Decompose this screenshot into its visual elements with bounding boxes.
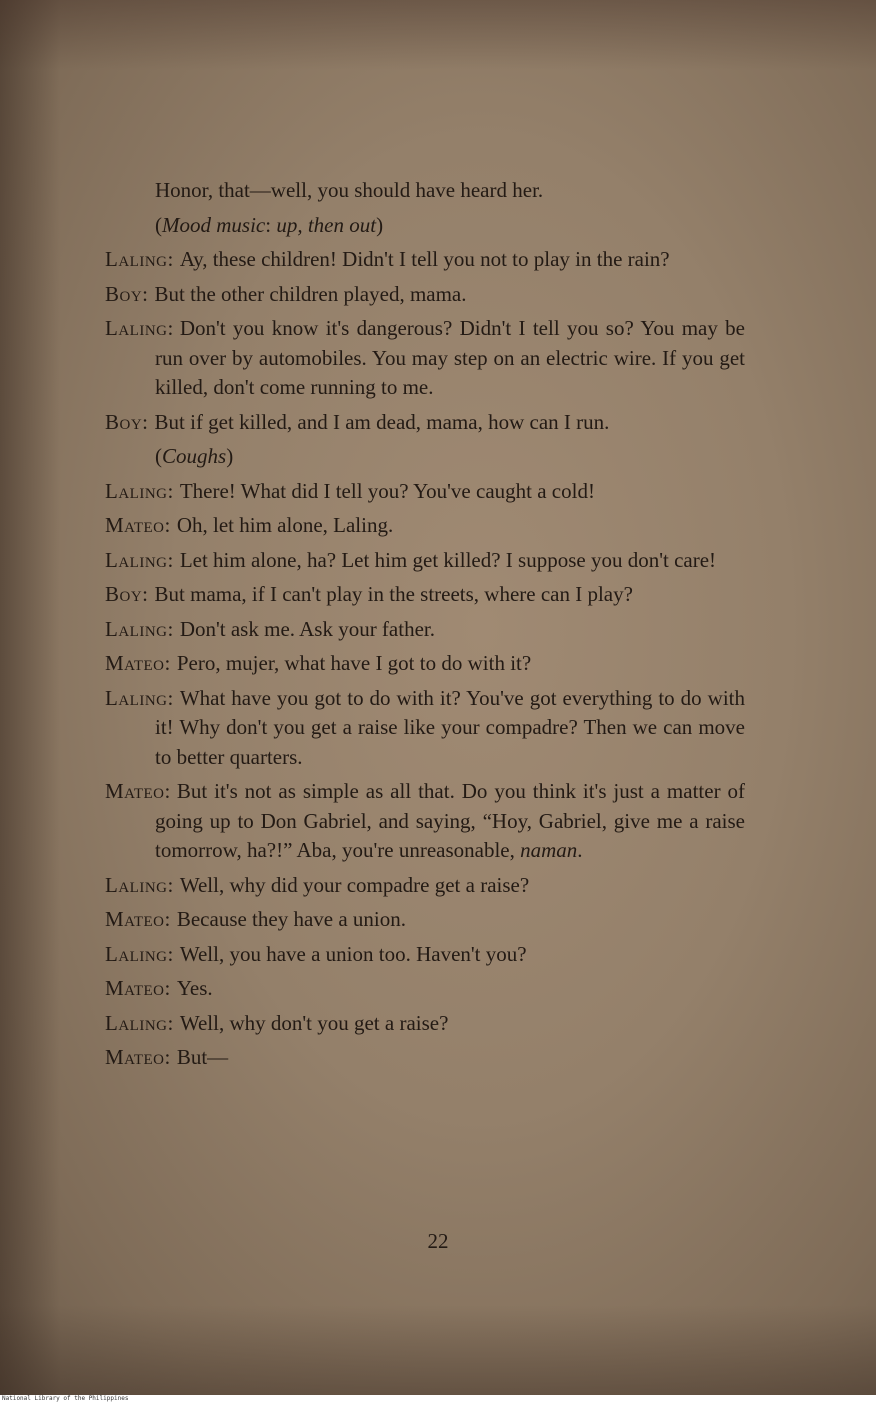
speaker-name: Laling: xyxy=(105,941,174,966)
speaker-name: Mateo: xyxy=(105,513,171,537)
dialogue-line xyxy=(105,1043,745,1073)
speaker-name: Mateo: xyxy=(105,651,171,675)
stage-direction-part: up, then out xyxy=(276,212,377,237)
dialogue-text: Well, you have a union too. Haven't you? xyxy=(179,941,527,966)
dialogue-line xyxy=(105,940,745,970)
speaker-name: Laling: xyxy=(105,1010,174,1035)
dialogue-text: Yes. xyxy=(176,976,213,1000)
dialogue-text: Well, why did your compadre get a raise? xyxy=(179,872,530,897)
speaker-name: Laling: xyxy=(105,478,174,503)
page-number: 22 xyxy=(427,1229,449,1253)
dialogue-line xyxy=(105,974,745,1004)
continued-line xyxy=(105,176,745,206)
speaker-name: Mateo: xyxy=(105,976,171,1000)
stage-direction xyxy=(105,442,745,472)
dialogue-text: But if get killed, and I am dead, mama, how can I run. xyxy=(154,409,610,434)
stage-direction-part: Mood music xyxy=(162,212,266,237)
stage-direction-part: : xyxy=(265,212,277,237)
dialogue-line xyxy=(105,871,745,901)
library-footer: National Library of the Philippines xyxy=(0,1395,876,1403)
script-text xyxy=(105,176,745,1078)
dialogue-text: There! What did I tell you? You've caught a cold! xyxy=(179,478,595,503)
dialogue-italic-word: naman xyxy=(520,838,578,862)
dialogue-line xyxy=(105,684,745,773)
line-text: Honor, that—well, you should have heard her. xyxy=(155,178,544,202)
page-shadow-left xyxy=(0,0,60,1395)
speaker-name: Mateo: xyxy=(105,907,171,931)
stage-direction-part: ( xyxy=(155,444,162,468)
dialogue-line xyxy=(105,615,745,645)
speaker-name: Laling: xyxy=(105,316,174,340)
speaker-name: Boy: xyxy=(105,582,149,606)
dialogue-line xyxy=(105,408,745,438)
dialogue-text: Don't you know it's dangerous? Didn't I tell you so? You may be run over by automobiles. You may step on an electric wire. If you get killed, don't come running to me. xyxy=(155,316,745,399)
dialogue-text: Because they have a union. xyxy=(176,907,407,931)
dialogue-line xyxy=(105,314,745,403)
speaker-name: Laling: xyxy=(105,872,174,897)
page-shadow-bottom xyxy=(0,1305,876,1395)
dialogue-text: But— xyxy=(176,1045,229,1069)
speaker-name: Laling: xyxy=(105,247,174,271)
dialogue-text: Let him alone, ha? Let him get killed? I suppose you don't care! xyxy=(179,547,717,572)
dialogue-text: What have you got to do with it? You've got everything to do with it! Why don't you get a raise like your compadre? Then we can move to better quarters. xyxy=(155,685,745,769)
dialogue-text: Ay, these children! Didn't I tell you not to play in the rain? xyxy=(179,247,670,271)
stage-direction-part: ( xyxy=(155,212,162,237)
dialogue-text: Don't ask me. Ask your father. xyxy=(179,616,435,641)
speaker-name: Boy: xyxy=(105,281,149,306)
speaker-name: Boy: xyxy=(105,409,149,434)
dialogue-line xyxy=(105,580,745,610)
stage-direction-part: ) xyxy=(376,212,384,237)
dialogue-line xyxy=(105,546,745,576)
dialogue-line xyxy=(105,245,745,275)
dialogue-text: But mama, if I can't play in the streets, where can I play? xyxy=(154,582,633,606)
speaker-name: Laling: xyxy=(105,616,174,641)
speaker-name: Laling: xyxy=(105,685,174,710)
dialogue-line xyxy=(105,649,745,679)
dialogue-text: Oh, let him alone, Laling. xyxy=(176,513,394,537)
dialogue-line xyxy=(105,477,745,507)
dialogue-line xyxy=(105,511,745,541)
page-shadow-top xyxy=(0,0,876,70)
speaker-name: Mateo: xyxy=(105,1045,171,1069)
dialogue-line xyxy=(105,280,745,310)
dialogue-line xyxy=(105,777,745,866)
stage-direction xyxy=(105,211,745,241)
stage-direction-part: ) xyxy=(226,444,234,468)
speaker-name: Mateo: xyxy=(105,779,171,803)
stage-direction-part: Coughs xyxy=(162,444,227,468)
dialogue-line xyxy=(105,1009,745,1039)
speaker-name: Laling: xyxy=(105,547,174,572)
dialogue-tail: . xyxy=(577,838,583,862)
dialogue-line xyxy=(105,905,745,935)
dialogue-text: Pero, mujer, what have I got to do with it? xyxy=(176,651,532,675)
dialogue-text: Well, why don't you get a raise? xyxy=(179,1010,449,1035)
dialogue-text: But it's not as simple as all that. Do you think it's just a matter of going up to Don Gabriel, and saying, “Hoy, Gabriel, give me a raise tomorrow, ha?!” Aba, you're unreasonable, xyxy=(155,779,745,862)
dialogue-text: But the other children played, mama. xyxy=(154,281,467,306)
